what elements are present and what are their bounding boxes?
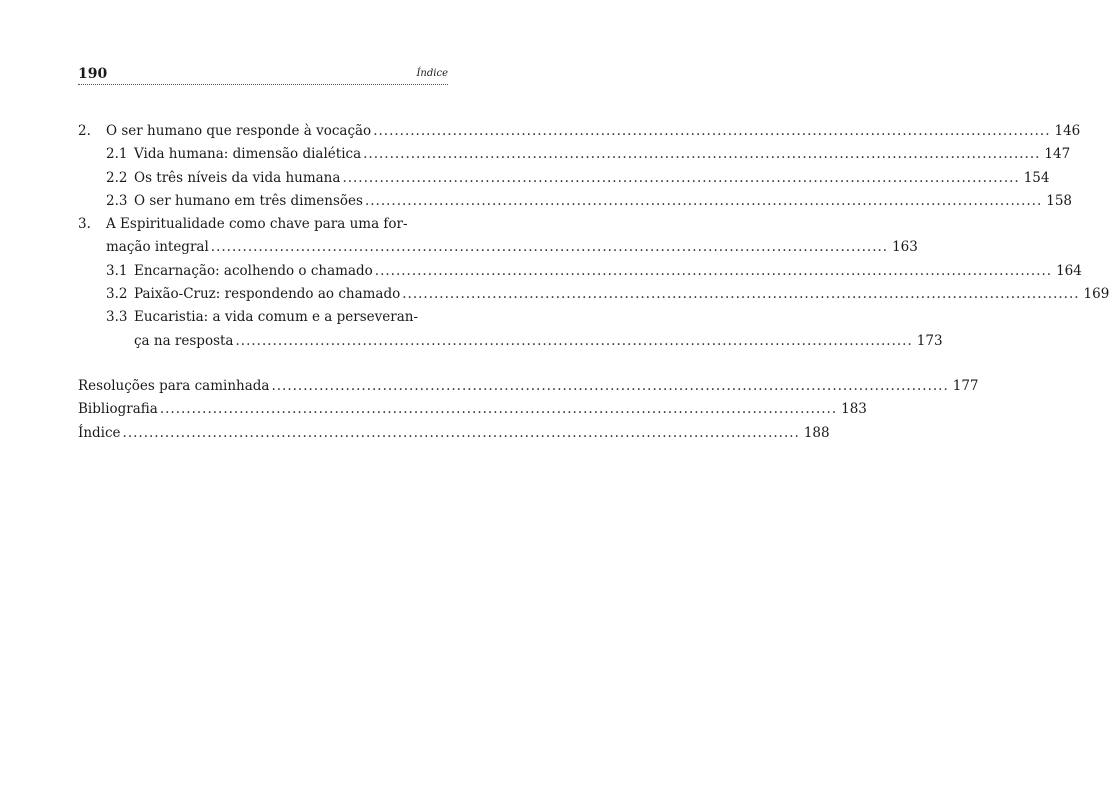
toc-entry-page: 164 <box>1052 260 1082 283</box>
dot-leader: ................................................................................................................................ <box>210 239 889 256</box>
dot-leader: ................................................................................................................................ <box>374 262 1053 279</box>
toc-entry-title-line-2: ça na resposta <box>134 330 235 353</box>
dot-leader: ................................................................................................................................ <box>122 424 800 441</box>
toc-entry-page: 146 <box>1050 120 1080 143</box>
toc-entry-2-3[interactable] <box>78 190 1073 213</box>
toc-entry-title-line-1: A Espiritualidade como chave para uma for- <box>106 216 408 233</box>
toc-entry-3-2[interactable] <box>78 283 1109 306</box>
toc-entry-number: 3. <box>78 216 91 233</box>
toc-entry-title-line-1: Eucaristia: a vida comum e a perseveran- <box>134 309 419 326</box>
toc-entry-2[interactable] <box>78 120 1081 143</box>
dot-leader: ................................................................................................................................ <box>159 401 838 418</box>
toc-entry-title: Os três níveis da vida humana <box>134 167 342 190</box>
toc-entry-number: 3.1 <box>106 262 128 279</box>
toc-entry-page: 173 <box>913 330 943 353</box>
toc-entry-page: 163 <box>888 236 918 259</box>
toc-entry-page: 183 <box>837 398 867 421</box>
toc-entry-number: 3.2 <box>106 286 128 303</box>
toc-entry-3-3-continued[interactable] <box>78 330 943 353</box>
toc-entry-title: Bibliografia <box>78 398 160 421</box>
toc-entry-title: Encarnação: acolhendo o chamado <box>134 260 375 283</box>
toc-entry-3[interactable] <box>78 213 448 236</box>
toc-entry-number: 2.3 <box>106 192 128 209</box>
toc-entry-page: 158 <box>1042 190 1072 213</box>
toc-entry-3-continued[interactable] <box>78 236 918 259</box>
toc-entry-number: 3.3 <box>106 309 128 326</box>
toc-entry-page: 147 <box>1040 143 1070 166</box>
toc-entry-title: Índice <box>78 422 123 445</box>
table-of-contents <box>78 120 1109 445</box>
dot-leader: ................................................................................................................................ <box>402 286 1080 303</box>
toc-entry-page: 169 <box>1080 283 1109 306</box>
toc-entry-bibliografia[interactable] <box>78 398 867 421</box>
dot-leader: ................................................................................................................................ <box>342 169 1020 186</box>
toc-entry-resolucoes[interactable] <box>78 375 979 398</box>
toc-entry-title: O ser humano que responde à vocação <box>106 120 373 143</box>
toc-entry-title-line-2: mação integral <box>106 236 211 259</box>
toc-entry-title: O ser humano em três dimensões <box>134 190 365 213</box>
running-head: Índice <box>416 68 448 79</box>
toc-entry-page: 177 <box>949 375 979 398</box>
toc-entry-number: 2.1 <box>106 146 128 163</box>
dot-leader: ................................................................................................................................ <box>364 192 1043 209</box>
toc-entry-number: 2. <box>78 123 91 139</box>
toc-entry-page: 154 <box>1020 167 1050 190</box>
dot-leader: ................................................................................................................................ <box>271 377 949 394</box>
toc-entry-page: 188 <box>800 422 830 445</box>
toc-entry-2-2[interactable] <box>78 167 1050 190</box>
toc-entry-indice[interactable] <box>78 422 830 445</box>
header-rule <box>78 84 448 86</box>
section-gap <box>78 353 448 375</box>
toc-entry-title: Resoluções para caminhada <box>78 375 271 398</box>
toc-entry-3-1[interactable] <box>78 260 1082 283</box>
dot-leader: ................................................................................................................................ <box>235 332 913 349</box>
toc-entry-2-1[interactable] <box>78 143 1071 166</box>
dot-leader: ................................................................................................................................ <box>373 123 1051 139</box>
page-header <box>78 66 448 82</box>
toc-entry-number: 2.2 <box>106 169 128 186</box>
toc-entry-title: Vida humana: dimensão dialética <box>134 143 363 166</box>
toc-entry-title: Paixão-Cruz: respondendo ao chamado <box>134 283 402 306</box>
dot-leader: ................................................................................................................................ <box>363 146 1041 163</box>
page-number: 190 <box>78 66 108 82</box>
toc-entry-3-3[interactable] <box>78 306 448 329</box>
